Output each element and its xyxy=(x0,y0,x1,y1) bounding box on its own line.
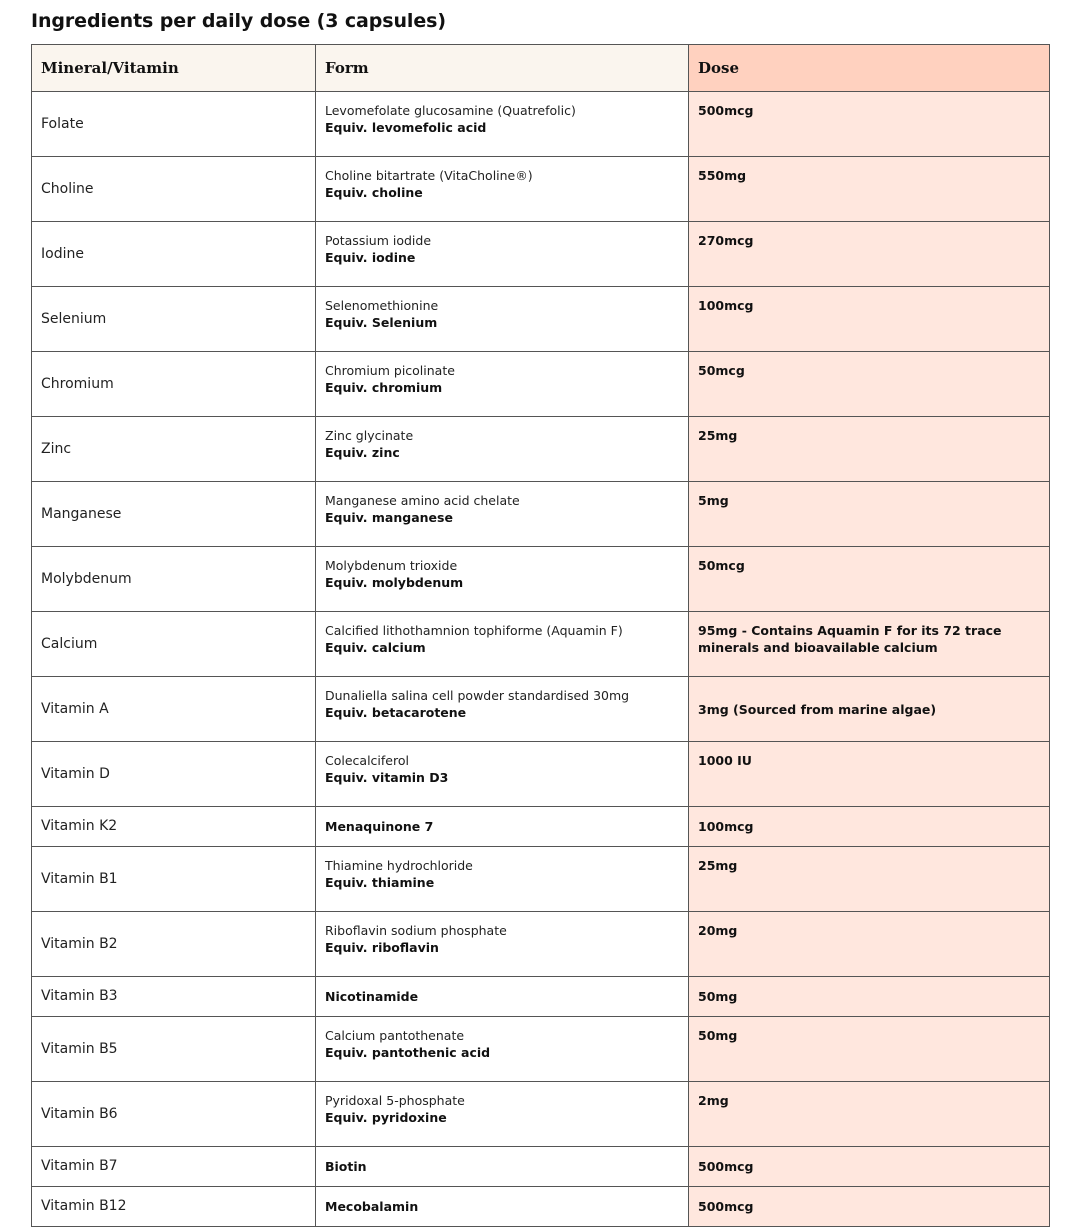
nutrient-form-cell xyxy=(316,1147,689,1187)
nutrient-form: Nicotinamide xyxy=(325,989,419,1004)
nutrient-dose: 550mg xyxy=(689,157,1050,222)
table-row xyxy=(32,92,1050,157)
nutrient-dose: 95mg - Contains Aquamin F for its 72 trace minerals and bioavailable calcium xyxy=(689,612,1050,677)
nutrient-equiv: Equiv. zinc xyxy=(325,445,400,460)
nutrient-form-cell xyxy=(316,612,689,677)
nutrient-form: Selenomethionine xyxy=(325,298,439,313)
nutrient-form-cell xyxy=(316,287,689,352)
nutrient-form: Colecalciferol xyxy=(325,753,409,768)
nutrient-form-cell xyxy=(316,807,689,847)
table-row xyxy=(32,742,1050,807)
nutrient-form-cell xyxy=(316,417,689,482)
nutrient-form-cell xyxy=(316,742,689,807)
table-row xyxy=(32,977,1050,1017)
table-row xyxy=(32,1017,1050,1082)
nutrient-equiv: Equiv. manganese xyxy=(325,510,453,525)
nutrient-form-cell xyxy=(316,1017,689,1082)
nutrient-form: Potassium iodide xyxy=(325,233,432,248)
nutrient-name: Vitamin B2 xyxy=(32,912,316,977)
nutrient-name: Vitamin B6 xyxy=(32,1082,316,1147)
ingredients-table xyxy=(31,44,1050,1227)
table-row xyxy=(32,807,1050,847)
nutrient-dose: 270mcg xyxy=(689,222,1050,287)
table-row xyxy=(32,157,1050,222)
nutrient-name: Vitamin A xyxy=(32,677,316,742)
header-form: Form xyxy=(316,45,689,92)
nutrient-dose: 25mg xyxy=(689,417,1050,482)
table-row xyxy=(32,222,1050,287)
nutrient-dose: 50mg xyxy=(689,977,1050,1017)
nutrient-dose: 50mg xyxy=(689,1017,1050,1082)
nutrient-form-cell xyxy=(316,222,689,287)
table-row xyxy=(32,482,1050,547)
nutrient-form-cell xyxy=(316,92,689,157)
table-row xyxy=(32,287,1050,352)
nutrient-name: Selenium xyxy=(32,287,316,352)
nutrient-name: Vitamin K2 xyxy=(32,807,316,847)
table-row xyxy=(32,1187,1050,1227)
nutrient-form-cell xyxy=(316,847,689,912)
nutrient-form: Biotin xyxy=(325,1159,367,1174)
nutrient-name: Molybdenum xyxy=(32,547,316,612)
nutrient-equiv: Equiv. chromium xyxy=(325,380,443,395)
nutrient-equiv: Equiv. pyridoxine xyxy=(325,1110,447,1125)
nutrient-equiv: Equiv. thiamine xyxy=(325,875,435,890)
table-row xyxy=(32,912,1050,977)
nutrient-form-cell xyxy=(316,482,689,547)
nutrient-form-cell xyxy=(316,1082,689,1147)
nutrient-form: Levomefolate glucosamine (Quatrefolic) xyxy=(325,103,576,118)
nutrient-dose: 5mg xyxy=(689,482,1050,547)
nutrient-form-cell xyxy=(316,1187,689,1227)
nutrient-dose: 1000 IU xyxy=(689,742,1050,807)
nutrient-name: Vitamin D xyxy=(32,742,316,807)
nutrient-form-cell xyxy=(316,912,689,977)
table-row xyxy=(32,1147,1050,1187)
nutrient-equiv: Equiv. Selenium xyxy=(325,315,438,330)
nutrient-form-cell xyxy=(316,352,689,417)
header-dose: Dose xyxy=(689,45,1050,92)
nutrient-form: Dunaliella salina cell powder standardised 30mg xyxy=(325,688,630,703)
nutrient-name: Chromium xyxy=(32,352,316,417)
nutrient-dose: 2mg xyxy=(689,1082,1050,1147)
nutrient-name: Calcium xyxy=(32,612,316,677)
nutrient-equiv: Equiv. iodine xyxy=(325,250,416,265)
nutrient-form: Menaquinone 7 xyxy=(325,819,434,834)
header-mineral-vitamin: Mineral/Vitamin xyxy=(32,45,316,92)
nutrient-equiv: Equiv. choline xyxy=(325,185,423,200)
nutrient-form: Choline bitartrate (VitaCholine®) xyxy=(325,168,533,183)
table-row xyxy=(32,352,1050,417)
nutrient-name: Vitamin B12 xyxy=(32,1187,316,1227)
table-header xyxy=(32,45,1050,92)
table-body xyxy=(32,92,1050,1227)
nutrient-equiv: Equiv. vitamin D3 xyxy=(325,770,449,785)
nutrient-form: Mecobalamin xyxy=(325,1199,419,1214)
nutrient-dose: 25mg xyxy=(689,847,1050,912)
nutrient-dose: 50mcg xyxy=(689,352,1050,417)
nutrient-form-cell xyxy=(316,157,689,222)
nutrient-form-cell xyxy=(316,677,689,742)
nutrient-dose: 20mg xyxy=(689,912,1050,977)
nutrient-form-cell xyxy=(316,547,689,612)
nutrient-dose: 500mcg xyxy=(689,1187,1050,1227)
nutrient-form-cell xyxy=(316,977,689,1017)
table-row xyxy=(32,847,1050,912)
nutrient-form: Thiamine hydrochloride xyxy=(325,858,473,873)
table-row xyxy=(32,677,1050,742)
nutrient-name: Vitamin B5 xyxy=(32,1017,316,1082)
nutrient-equiv: Equiv. molybdenum xyxy=(325,575,464,590)
nutrient-name: Vitamin B1 xyxy=(32,847,316,912)
nutrient-name: Vitamin B7 xyxy=(32,1147,316,1187)
table-row xyxy=(32,612,1050,677)
table-row xyxy=(32,1082,1050,1147)
nutrient-form: Manganese amino acid chelate xyxy=(325,493,520,508)
nutrient-name: Manganese xyxy=(32,482,316,547)
nutrient-name: Folate xyxy=(32,92,316,157)
nutrient-equiv: Equiv. levomefolic acid xyxy=(325,120,487,135)
nutrient-dose: 50mcg xyxy=(689,547,1050,612)
nutrient-form: Riboflavin sodium phosphate xyxy=(325,923,507,938)
nutrient-form: Molybdenum trioxide xyxy=(325,558,458,573)
nutrient-form: Calcium pantothenate xyxy=(325,1028,465,1043)
table-row xyxy=(32,547,1050,612)
nutrient-equiv: Equiv. pantothenic acid xyxy=(325,1045,491,1060)
nutrient-form: Calcified lithothamnion tophiforme (Aquamin F) xyxy=(325,623,623,638)
header-row xyxy=(32,45,1050,92)
table-row xyxy=(32,417,1050,482)
nutrient-form: Pyridoxal 5-phosphate xyxy=(325,1093,465,1108)
nutrient-name: Zinc xyxy=(32,417,316,482)
nutrient-form: Zinc glycinate xyxy=(325,428,414,443)
nutrient-name: Iodine xyxy=(32,222,316,287)
nutrient-equiv: Equiv. calcium xyxy=(325,640,426,655)
nutrient-dose: 100mcg xyxy=(689,287,1050,352)
nutrient-dose: 500mcg xyxy=(689,1147,1050,1187)
nutrient-dose: 500mcg xyxy=(689,92,1050,157)
nutrient-form: Chromium picolinate xyxy=(325,363,455,378)
nutrient-equiv: Equiv. betacarotene xyxy=(325,705,467,720)
nutrient-dose: 3mg (Sourced from marine algae) xyxy=(689,677,1050,742)
page-title: Ingredients per daily dose (3 capsules) xyxy=(31,10,446,32)
nutrient-name: Choline xyxy=(32,157,316,222)
nutrient-name: Vitamin B3 xyxy=(32,977,316,1017)
nutrient-equiv: Equiv. riboflavin xyxy=(325,940,439,955)
nutrient-dose: 100mcg xyxy=(689,807,1050,847)
